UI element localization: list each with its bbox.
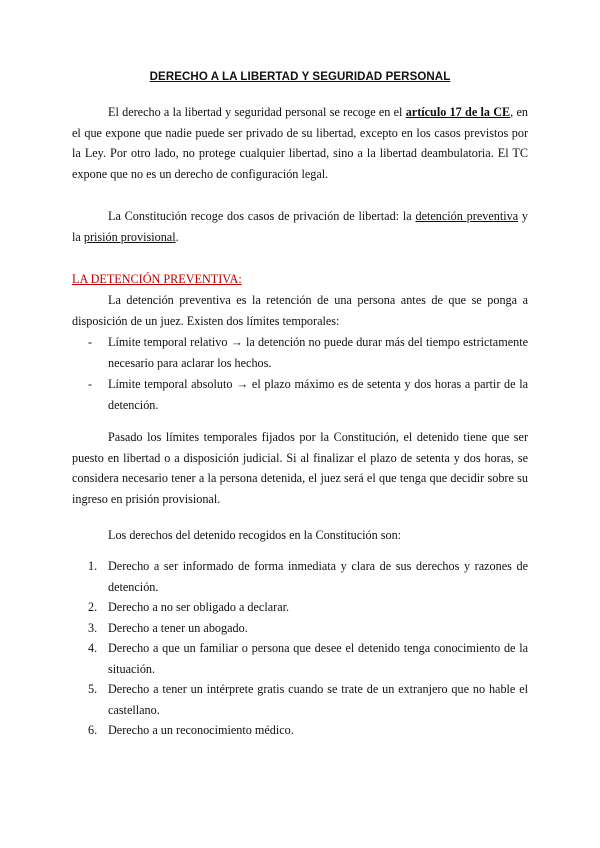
document-title: DERECHO A LA LIBERTAD Y SEGURIDAD PERSONAL bbox=[149, 71, 451, 83]
rights-intro-paragraph bbox=[72, 525, 528, 546]
time-limits-list bbox=[72, 332, 528, 415]
intro-paragraph bbox=[72, 102, 528, 184]
bullet-marker: - bbox=[88, 377, 93, 391]
number-marker: 4. bbox=[88, 641, 98, 655]
prison-term: prisión provisional bbox=[83, 229, 176, 244]
list-item-text: Límite temporal relativo → la detención no puede durar más del tiempo estrictamente necesario para aclarar los hechos. bbox=[108, 335, 528, 370]
privation-text-end: . bbox=[175, 229, 179, 244]
list-item bbox=[72, 597, 528, 618]
list-item bbox=[72, 556, 528, 597]
list-item-text: Derecho a tener un intérprete gratis cuando se trate de un extranjero que no hable el castellano. bbox=[108, 682, 528, 717]
number-marker: 5. bbox=[88, 682, 98, 696]
privation-text-start: La Constitución recoge dos casos de privación de libertad: la bbox=[108, 209, 416, 223]
number-marker: 6. bbox=[88, 723, 98, 737]
privation-cases-paragraph bbox=[72, 206, 528, 247]
intro-text-start: El derecho a la libertad y seguridad personal se recoge en el bbox=[108, 105, 406, 119]
intro-text-end: , en el que expone que nadie puede ser privado de su libertad, excepto en los casos previstos por la Ley. Por otro lado, no protege cualquier libertad, sino a la libertad deambulatoria. El TC expone que no es un derecho de configuración legal. bbox=[72, 105, 528, 181]
list-item bbox=[72, 618, 528, 639]
privation-text-middle: y la bbox=[72, 209, 529, 244]
article-reference: artículo 17 de la CE bbox=[405, 105, 511, 119]
number-marker: 3. bbox=[88, 620, 98, 635]
time-limits-paragraph bbox=[72, 427, 528, 509]
list-item bbox=[72, 638, 528, 679]
bullet-marker: - bbox=[88, 335, 93, 349]
list-item-text: Derecho a un reconocimiento médico. bbox=[108, 723, 294, 737]
list-item-text: Derecho a tener un abogado. bbox=[108, 620, 248, 635]
list-item-text: Derecho a no ser obligado a declarar. bbox=[108, 600, 290, 614]
rights-intro-text: Los derechos del detenido recogidos en la Constitución son: bbox=[108, 528, 402, 542]
list-item bbox=[72, 332, 528, 373]
detention-definition-paragraph bbox=[72, 290, 528, 331]
list-item bbox=[72, 720, 528, 741]
time-limits-text: Pasado los límites temporales fijados por la Constitución, el detenido tiene que ser puesto en libertad o a disposición judicial. Si al finalizar el plazo de setenta y dos horas, se considera necesario tener a la persona detenida, el juez será el que tenga que decidir sobre su ingreso en prisión provisional. bbox=[72, 430, 528, 506]
list-item bbox=[72, 374, 528, 415]
detention-term: detención preventiva bbox=[415, 209, 519, 223]
number-marker: 1. bbox=[88, 559, 98, 573]
section-heading: LA DETENCIÓN PREVENTIVA: bbox=[72, 272, 242, 286]
list-item-text: Derecho a ser informado de forma inmediata y clara de sus derechos y razones de detención. bbox=[108, 559, 528, 594]
rights-list bbox=[72, 556, 528, 741]
list-item bbox=[72, 679, 528, 720]
number-marker: 2. bbox=[88, 600, 98, 614]
detention-definition-text: La detención preventiva es la retención de una persona antes de que se ponga a disposición de un juez. Existen dos límites temporales: bbox=[72, 293, 528, 328]
list-item-text: Derecho a que un familiar o persona que desee el detenido tenga conocimiento de la situación. bbox=[108, 641, 528, 676]
list-item-text: Límite temporal absoluto → el plazo máximo es de setenta y dos horas a partir de la detención. bbox=[108, 377, 528, 412]
